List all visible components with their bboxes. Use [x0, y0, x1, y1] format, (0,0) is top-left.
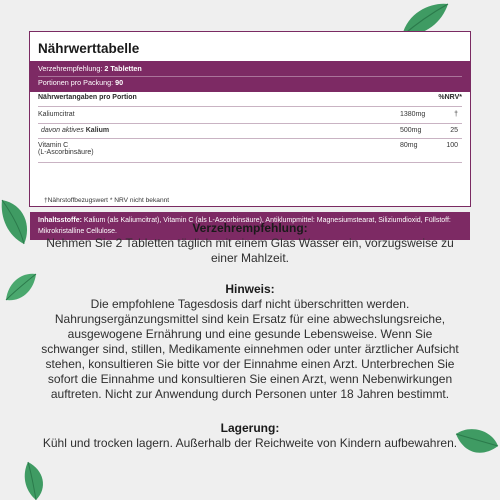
nutrition-panel	[29, 31, 471, 235]
nutrient-name-line2: (L-Ascorbinsäure)	[38, 149, 94, 156]
serving-recommendation-label: Verzehrempfehlung:	[38, 64, 105, 73]
nutrient-name	[38, 127, 109, 134]
divider	[38, 123, 462, 124]
serving-info-band	[30, 61, 470, 92]
nutrient-name	[38, 142, 94, 156]
ingredients-text: Kalium (als Kaliumcitrat), Vitamin C (als L-Ascorbinsäure), Antiklumpmittel: Magnesiumstearat, Siliziumdioxid, Füllstoff: Mikrokristalline Cellulose.	[38, 217, 451, 235]
divider	[38, 162, 462, 163]
nutrient-name: Kaliumcitrat	[38, 111, 75, 118]
nutrient-name-line1: Vitamin C	[38, 142, 69, 149]
leaf-icon	[22, 460, 48, 500]
table-header	[38, 94, 462, 106]
nutrient-amount: 1380mg	[400, 111, 426, 118]
storage-text: Kühl und trocken lagern. Außerhalb der Reichweite von Kindern aufbewahren.	[42, 436, 458, 450]
serving-recommendation-row	[38, 63, 462, 77]
recommendation-heading: Verzehrempfehlung:	[192, 221, 308, 235]
header-nrv: %NRV*	[438, 94, 462, 101]
nutrient-amount: 500mg	[400, 127, 422, 134]
panel-title: Nährwerttabelle	[38, 41, 140, 56]
nutrient-nrv: 100	[446, 142, 458, 149]
ingredients-label: Inhaltsstoffe:	[38, 217, 82, 224]
nutrient-name-bold: Kalium	[85, 127, 110, 134]
nutrient-amount: 80mg	[400, 142, 418, 149]
footnote: †Nährstoffbezugswert * NRV nicht bekannt	[44, 197, 170, 204]
nutrient-name-prefix: davon aktives	[41, 127, 86, 134]
servings-per-pack-label: Portionen pro Packung:	[38, 77, 116, 87]
note-text: Die empfohlene Tagesdosis darf nicht überschritten werden. Nahrungsergänzungsmittel sind kein Ersatz für eine abwechslungsreiche, ausgewogene Ernährung und eine gesunde Lebensweise. Wenn Sie schwanger sind, stillen, Medikamente einnehmen oder unter ärztlicher Aufsicht stehen, konsultieren Sie bitte vor der Einnahme einen Arzt. Unterbrechen Sie sofort die Einnahme und konsultieren Sie einen Arzt, wenn Nebenwirkungen auftreten. Nicht zur Anwendung durch Personen unter 18 Jahren bestimmt.	[41, 297, 459, 401]
note-heading: Hinweis:	[225, 282, 275, 296]
note-section	[40, 282, 460, 402]
divider	[38, 138, 462, 139]
recommendation-text: Nehmen Sie 2 Tabletten täglich mit einem Glas Wasser ein, vorzugsweise zu einer Mahlzeit.	[46, 236, 454, 265]
servings-per-pack-row	[38, 77, 462, 90]
nutrient-nrv: 25	[450, 127, 458, 134]
header-nutrients: Nährwertangaben pro Portion	[38, 94, 137, 101]
serving-recommendation-value: 2 Tabletten	[104, 64, 142, 73]
divider	[38, 106, 462, 107]
leaf-icon	[4, 270, 38, 306]
servings-per-pack-value: 90	[115, 77, 124, 87]
storage-section	[40, 421, 460, 451]
nutrient-nrv: †	[454, 111, 458, 118]
recommendation-section	[40, 221, 460, 266]
storage-heading: Lagerung:	[220, 421, 280, 435]
